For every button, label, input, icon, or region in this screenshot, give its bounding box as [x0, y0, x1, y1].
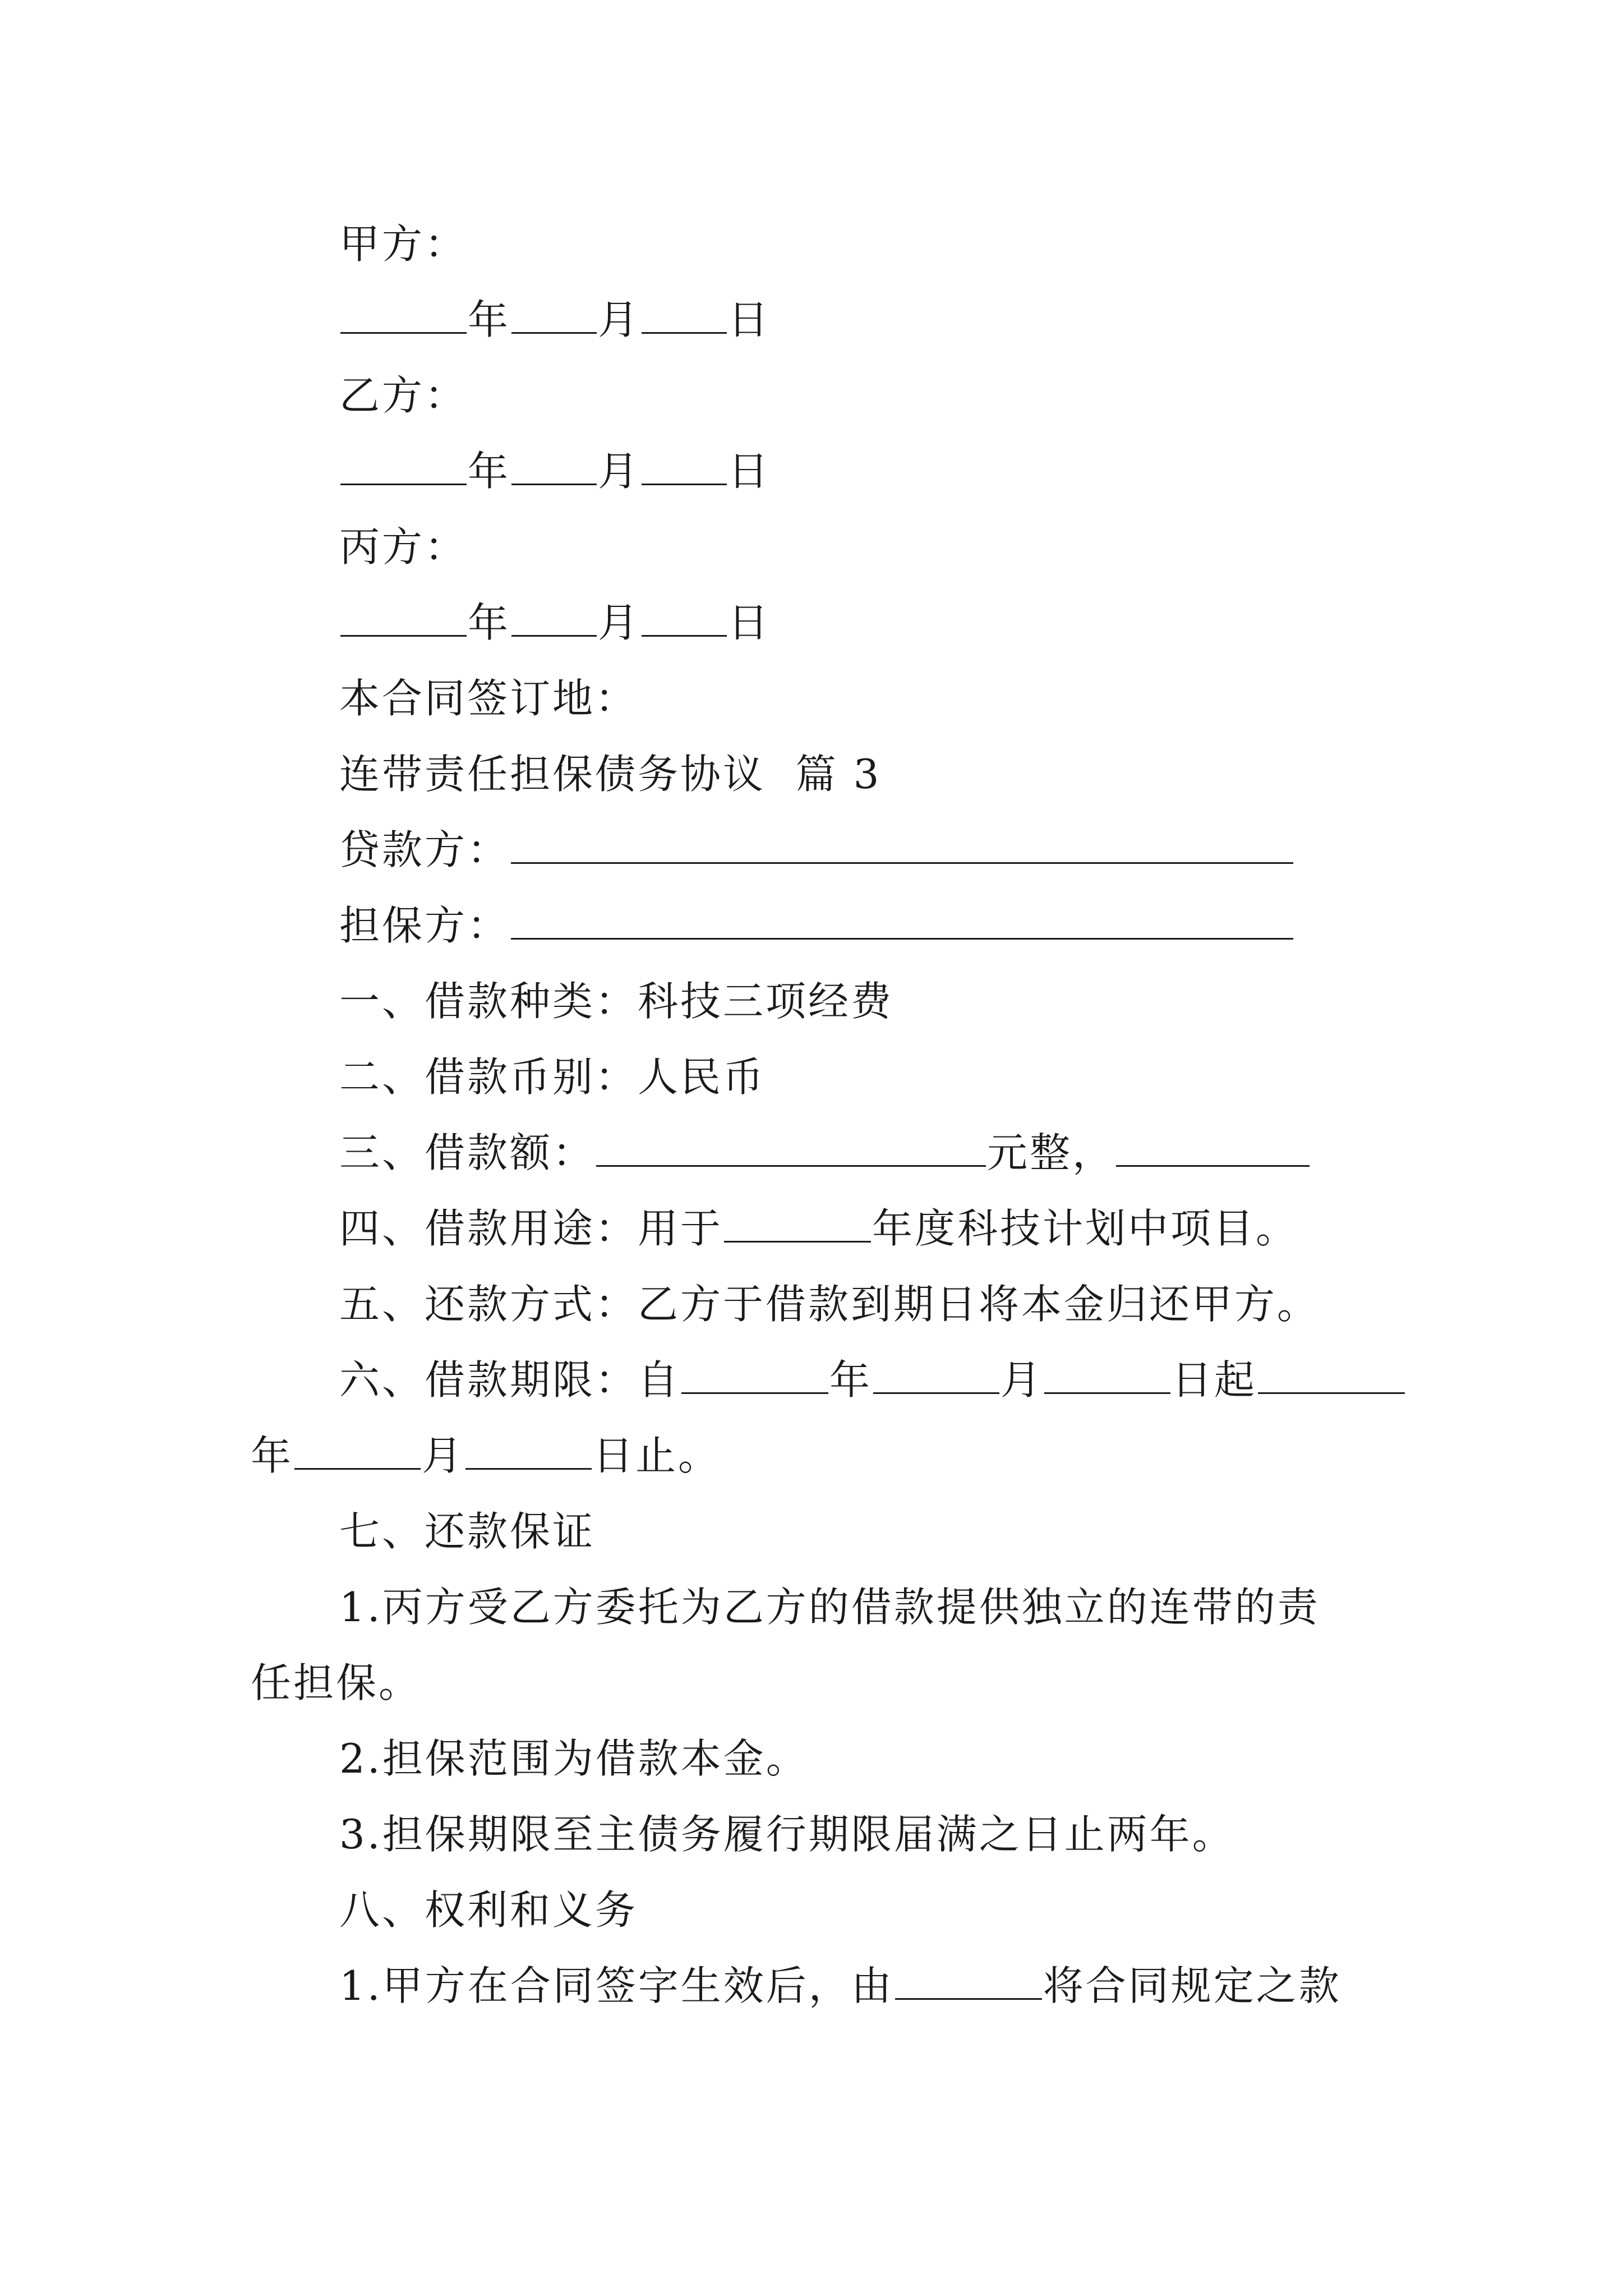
start-month-blank[interactable]: [873, 1356, 999, 1394]
term-3: [0, 1125, 1623, 1181]
term-5-text: 五、还款方式：乙方于借款到期日将本金归还甲方。: [339, 1281, 1320, 1328]
clause-7-item-1: [0, 1579, 1623, 1635]
term-6-year: 年: [829, 1356, 873, 1404]
clause-7-item-1-text-cont: 任担保。: [251, 1659, 422, 1706]
day-blank[interactable]: [642, 599, 727, 637]
party-a-line: [0, 216, 1623, 272]
clause-8-heading: [0, 1882, 1623, 1938]
term-3-label: 三、借款额：: [339, 1129, 596, 1176]
day-label: 日: [728, 448, 771, 495]
term-4: [0, 1200, 1623, 1257]
lender-blank[interactable]: [511, 826, 1293, 864]
term-3-unit: 元整，: [987, 1129, 1115, 1176]
month-blank[interactable]: [511, 448, 597, 485]
term-2: [0, 1049, 1623, 1105]
term-6-year2: 年: [251, 1432, 294, 1479]
guarantor-line: [0, 898, 1623, 954]
start-day-blank[interactable]: [1044, 1356, 1170, 1394]
clause-8-heading-text: 八、权利和义务: [339, 1887, 638, 1934]
party-a-label: 甲方：: [339, 220, 468, 268]
term-4-rest: 年度科技计划中项目。: [872, 1205, 1299, 1252]
end-year-blank[interactable]: [1258, 1356, 1405, 1394]
month-label: 月: [598, 296, 641, 343]
term-1-text: 一、借款种类：科技三项经费: [339, 978, 894, 1025]
clause-7-heading: [0, 1503, 1623, 1559]
month-label: 月: [598, 448, 641, 495]
term-6-continued: [0, 1428, 1623, 1484]
term-6-month2: 月: [422, 1432, 465, 1479]
term-6-label: 六、借款期限：自: [339, 1356, 681, 1404]
clause-7-item-1-text: 1.丙方受乙方委托为乙方的借款提供独立的连带的责: [339, 1584, 1320, 1631]
lender-label: 贷款方：: [339, 826, 510, 873]
clause-7-item-3: [0, 1806, 1623, 1862]
end-day-blank[interactable]: [465, 1432, 592, 1470]
month-blank[interactable]: [511, 599, 597, 637]
party-c-line: [0, 519, 1623, 575]
party-a-date-line: [0, 292, 1623, 348]
year-blank[interactable]: [340, 448, 467, 485]
year-blank[interactable]: [340, 296, 467, 334]
end-month-blank[interactable]: [294, 1432, 421, 1470]
plan-year-blank[interactable]: [724, 1205, 871, 1243]
year-label: 年: [468, 599, 511, 646]
section-number: 篇 3: [795, 751, 882, 798]
term-4-label: 四、借款用途：用于: [339, 1205, 723, 1252]
year-label: 年: [468, 296, 511, 343]
term-2-text: 二、借款币别：人民币: [339, 1053, 766, 1101]
term-6-end: 日止。: [593, 1432, 721, 1479]
start-year-blank[interactable]: [681, 1356, 828, 1394]
day-blank[interactable]: [642, 448, 727, 485]
day-blank[interactable]: [642, 296, 727, 334]
month-blank[interactable]: [511, 296, 597, 334]
party-b-date-line: [0, 443, 1623, 499]
clause-7-item-3-text: 3.担保期限至主债务履行期限届满之日止两年。: [339, 1811, 1235, 1858]
year-blank[interactable]: [340, 599, 467, 637]
clause-7-item-2: [0, 1731, 1623, 1787]
guarantor-blank[interactable]: [511, 902, 1293, 940]
party-c-label: 丙方：: [339, 523, 468, 570]
clause-8-item-1-end: 将合同规定之款: [1043, 1962, 1341, 2009]
clause-7-item-1-continued: [0, 1655, 1623, 1711]
guarantor-label: 担保方：: [339, 902, 510, 949]
day-label: 日: [728, 599, 771, 646]
clause-7-heading-text: 七、还款保证: [339, 1508, 596, 1555]
signing-place-label: 本合同签订地：: [339, 675, 638, 722]
section-title: [0, 746, 1623, 802]
lender-party-blank[interactable]: [895, 1962, 1042, 2000]
section-title-text: 连带责任担保债务协议: [339, 751, 766, 798]
lender-line: [0, 822, 1623, 878]
term-6-month: 月: [1000, 1356, 1044, 1404]
day-label: 日: [728, 296, 771, 343]
term-6-day-from: 日起: [1172, 1356, 1257, 1404]
amount-blank[interactable]: [596, 1129, 986, 1167]
clause-8-item-1-start: 1.甲方在合同签字生效后，由: [339, 1962, 894, 2009]
party-b-line: [0, 367, 1623, 424]
clause-8-item-1: [0, 1958, 1623, 2014]
amount-words-blank[interactable]: [1116, 1129, 1310, 1167]
term-1: [0, 973, 1623, 1029]
term-6: [0, 1352, 1623, 1408]
term-5: [0, 1276, 1623, 1332]
signing-place-line: [0, 670, 1623, 726]
party-c-date-line: [0, 595, 1623, 651]
year-label: 年: [468, 448, 511, 495]
party-b-label: 乙方：: [339, 372, 468, 419]
month-label: 月: [598, 599, 641, 646]
clause-7-item-2-text: 2.担保范围为借款本金。: [339, 1735, 809, 1782]
